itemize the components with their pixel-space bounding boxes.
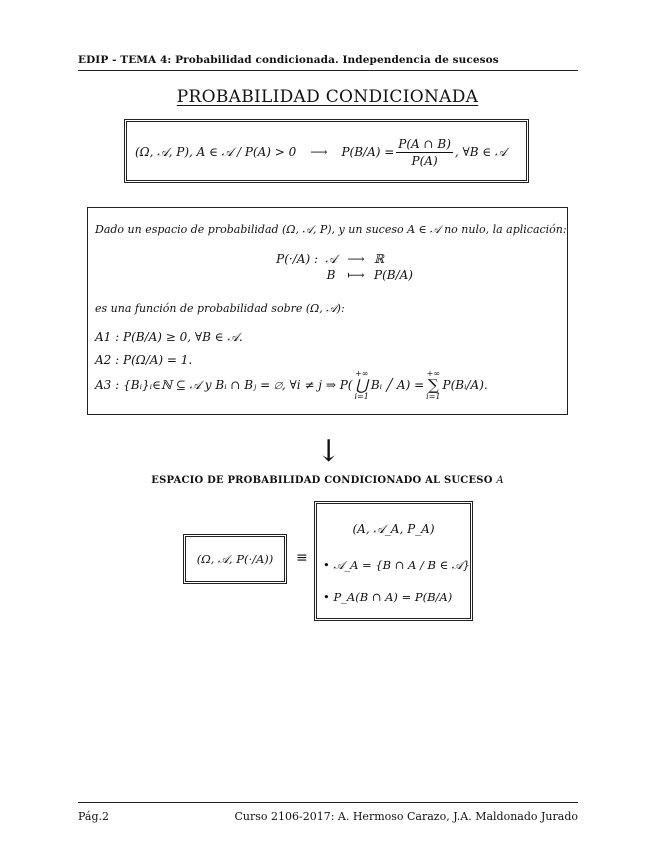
fraction-numerator: P(A ∩ B) <box>398 136 451 151</box>
union-symbol: ⋃ <box>355 376 368 394</box>
axiom-3-middle: Bᵢ ╱ A) = <box>370 378 425 392</box>
axiom-2-text: P(Ω/A) = 1. <box>123 353 193 367</box>
map-element: B <box>326 268 336 282</box>
maps-to-arrow: ⟼ <box>347 268 365 282</box>
subsection-title: ESPACIO DE PROBABILIDAD CONDICIONADO AL SUCESO A <box>151 475 504 486</box>
header-rule <box>78 70 578 71</box>
induced-space-box <box>314 501 473 621</box>
running-header: EDIP - TEMA 4: Probabilidad condicionada. Independencia de sucesos <box>78 54 499 66</box>
map-domain: 𝒜 <box>325 252 337 266</box>
sum-operator <box>426 369 440 401</box>
axiom-1 <box>95 330 243 345</box>
axiom-3-end: P(Bᵢ/A). <box>442 378 488 392</box>
axiom-3-hypothesis: {Bᵢ}ᵢ∈ℕ ⊆ 𝒜 y Bᵢ ∩ Bⱼ = ∅, ∀i ≠ j ⇒ P( <box>123 377 353 392</box>
sum-symbol: ∑ <box>427 376 439 394</box>
conditional-space-box <box>183 534 287 584</box>
union-operator <box>354 369 368 401</box>
map-name: P(·/A) : <box>276 252 318 266</box>
equivalence-symbol: ≡ <box>296 550 308 566</box>
definition-quantifier: , ∀B ∈ 𝒜 <box>454 144 507 159</box>
fraction-denominator: P(A) <box>411 153 438 168</box>
axiom-3-label: A3 : <box>95 378 120 392</box>
map-image: P(B/A) <box>374 268 413 282</box>
definition-formula <box>135 136 507 168</box>
definition-arrow: ⟶ <box>310 145 328 159</box>
sum-lower-limit: i=1 <box>426 392 441 401</box>
definition-fraction <box>396 137 453 168</box>
definition-premise: (Ω, 𝒜, P), A ∈ 𝒜 / P(A) > 0 <box>135 144 297 159</box>
conditional-space: (Ω, 𝒜, P(·/A)) <box>196 552 274 566</box>
union-lower-limit: i=1 <box>354 392 369 401</box>
axiom-1-text: P(B/A) ≥ 0, ∀B ∈ 𝒜. <box>123 330 243 344</box>
page-number: Pág.2 <box>78 810 110 823</box>
definition-box <box>124 119 529 183</box>
theorem-conclusion: es una función de probabilidad sobre (Ω, 𝒜): <box>95 302 345 315</box>
footer-rule <box>78 802 578 803</box>
bullet-sigma-field: • 𝒜_A = {B ∩ A / B ∈ 𝒜} <box>323 558 470 572</box>
sum-upper-limit: +∞ <box>426 369 440 378</box>
union-upper-limit: +∞ <box>354 369 369 378</box>
map-definition <box>248 252 448 284</box>
axiom-2-label: A2 : <box>95 353 120 367</box>
axiom-3 <box>95 368 488 402</box>
map-arrow: ⟶ <box>347 252 365 266</box>
definition-lhs: P(B/A) = <box>341 145 395 159</box>
bullet-measure: • P_A(B ∩ A) = P(B/A) <box>323 590 453 604</box>
down-arrow-icon: ↓ <box>316 434 342 469</box>
footer-credits: Curso 2106-2017: A. Hermoso Carazo, J.A. Maldonado Jurado <box>234 810 578 823</box>
axiom-1-label: A1 : <box>95 330 120 344</box>
map-codomain: ℝ <box>374 252 384 266</box>
section-title: PROBABILIDAD CONDICIONADA <box>176 87 479 107</box>
theorem-intro: Dado un espacio de probabilidad (Ω, 𝒜, P), y un suceso A ∈ 𝒜 no nulo, la aplicación: <box>95 223 567 236</box>
theorem-box <box>87 207 568 415</box>
induced-space-title: (A, 𝒜_A, P_A) <box>352 522 435 536</box>
axiom-2 <box>95 353 192 367</box>
